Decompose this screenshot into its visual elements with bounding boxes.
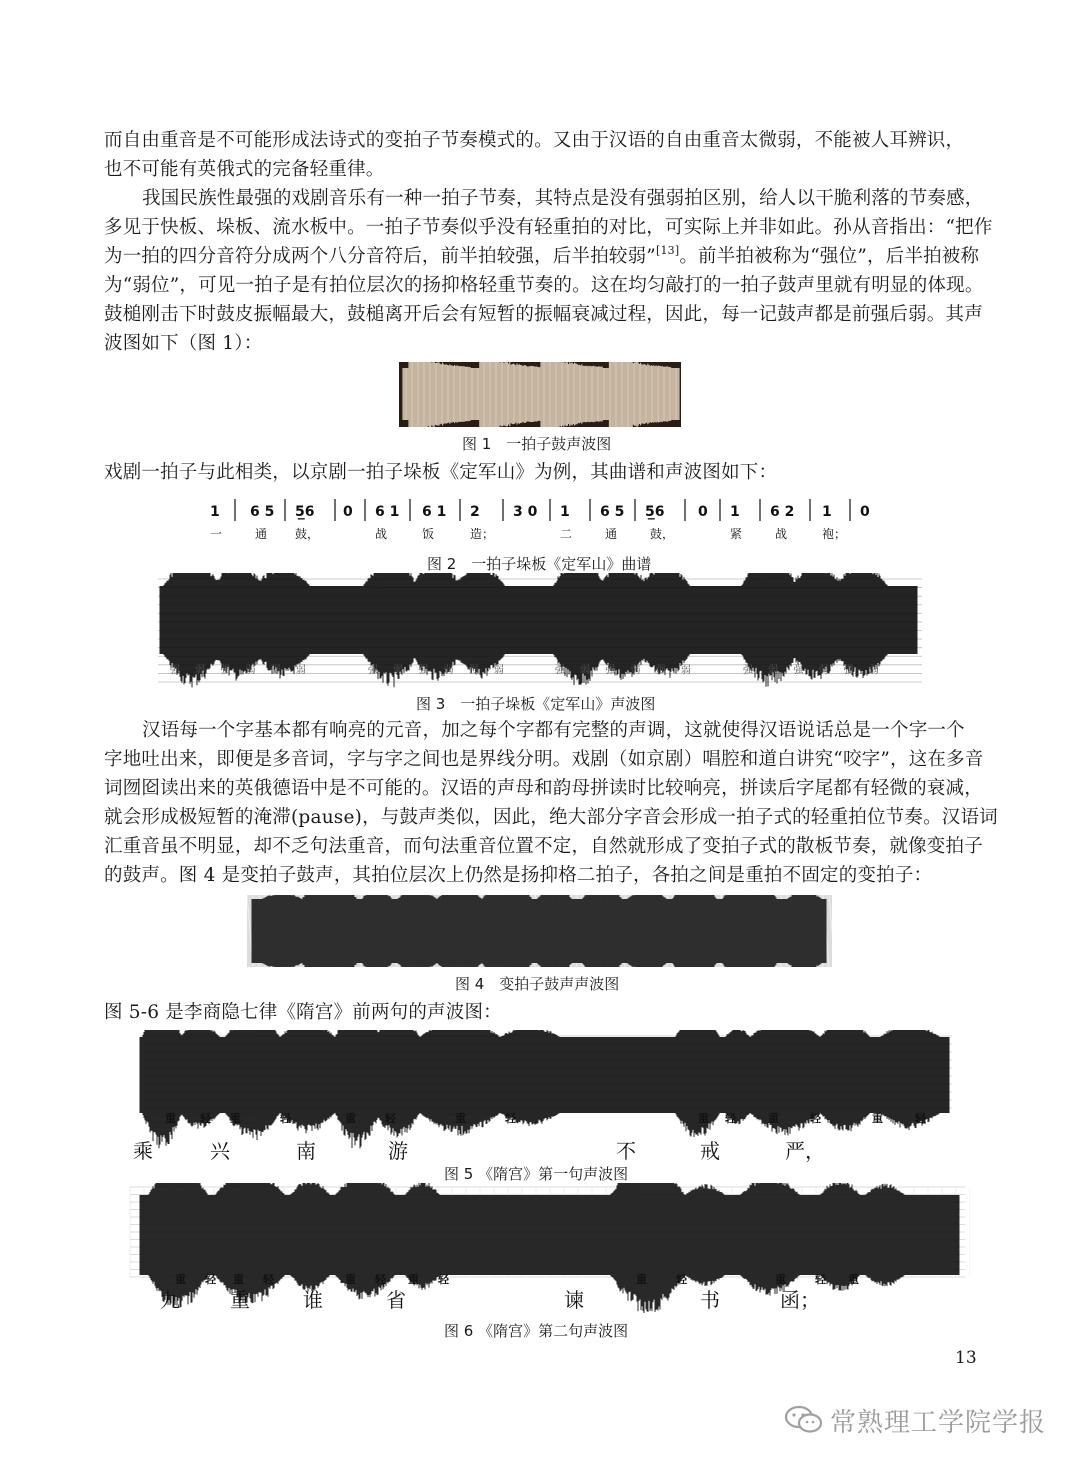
score-note: 0: [860, 504, 870, 520]
lyric-char: 严，: [785, 1139, 825, 1163]
lyric-char: 谁: [303, 1288, 323, 1312]
stress-mark: 重: [165, 1112, 176, 1125]
figure-3-waveform: [158, 573, 922, 688]
lyric-char: 兴: [210, 1139, 230, 1163]
score-note: 1: [560, 504, 570, 520]
figure-3-caption: 图 3 一拍子垛板《定军山》声波图: [416, 695, 656, 713]
score-note: 6 2: [770, 504, 795, 520]
stress-mark: 重: [345, 1112, 356, 1125]
paragraph-4: [104, 716, 998, 890]
text-segment: 为一拍的四分音符分成两个八分音符后，前半拍较强，后半拍较弱”: [104, 246, 656, 267]
stress-mark: 重: [848, 1273, 859, 1286]
text-line: 汇重音虽不明显，却不乏句法重音，而句法重音位置不定，自然就形成了变拍子式的散板节奏，就像变拍子: [104, 836, 983, 857]
score-note: 6 1: [422, 504, 447, 520]
figure-6-waveform: [120, 1183, 970, 1313]
text-line: 而自由重音是不可能形成法诗式的变拍子节奏模式的。又由于汉语的自由重音太微弱，不能被人耳辨识，: [104, 130, 965, 151]
stress-mark: 轻: [263, 1273, 274, 1286]
text-line: 就会形成极短暂的淹滞(pause)，与鼓声类似，因此，绝大部分字音会形成一拍子式的轻重拍位节奏。汉语词: [104, 807, 998, 828]
text-line: 为“弱位”，可见一拍子是有拍位层次的扬抑格轻重节奏的。这在均匀敲打的一拍子鼓声里就有明显的体现。: [104, 275, 984, 296]
stress-mark: 重: [233, 1273, 244, 1286]
waveform-trace: [252, 895, 826, 967]
stress-mark: 重: [230, 1112, 241, 1125]
score-note: 1: [730, 504, 740, 520]
figure-4-caption: 图 4 变拍子鼓声声波图: [455, 975, 620, 993]
score-lyric: 一: [210, 527, 223, 541]
beat-marks: 强 弱 强 弱 强 弱: [170, 665, 312, 676]
score-note: 6 1: [375, 504, 400, 520]
lyric-char: 重: [230, 1288, 250, 1312]
stress-mark: 重: [455, 1112, 466, 1125]
text-line: 字地吐出来，即便是多音词，字与字之间也是界线分明。戏剧（如京剧）唱腔和道白讲究“咬字”，这在多音: [104, 749, 984, 770]
score-note: 2: [470, 504, 480, 520]
figure-1-drum-waveform: [399, 362, 681, 427]
lyric-char: 不: [616, 1139, 636, 1163]
figure-1-caption: 图 1 一拍子鼓声波图: [462, 435, 612, 453]
text-line: [104, 242, 978, 271]
lyric-char: 戒: [700, 1139, 720, 1163]
stress-mark: 轻: [205, 1273, 216, 1286]
score-lyric: 通: [255, 527, 268, 541]
stress-mark: 轻: [505, 1112, 516, 1125]
text-line: 的鼓声。图 4 是变拍子鼓声，其拍位层次上仍然是扬抑格二拍子，各拍之间是重拍不固定的变拍子：: [104, 865, 933, 886]
score-note: 6 5: [250, 504, 275, 520]
figure-4-waveform: [247, 895, 832, 967]
lyric-char: 九: [160, 1288, 180, 1312]
stress-mark: 轻: [810, 1112, 821, 1125]
text-line: 图 5-6 是李商隐七律《隋宫》前两句的声波图：: [104, 1002, 502, 1023]
stress-mark: 重: [636, 1273, 647, 1286]
beat-marks: 强 弱 强 弱 强 弱: [743, 665, 885, 676]
paragraph-2: [104, 184, 993, 358]
score-lyric: 战: [775, 527, 788, 541]
lyric-char: 谏: [564, 1288, 584, 1312]
lyric-char: 游: [388, 1139, 408, 1163]
text-line: 多见于快板、垛板、流水板中。一拍子节奏似乎没有轻重拍的对比，可实际上并非如此。孙从音指出：“把作: [104, 217, 993, 238]
score-note: 5̲6: [295, 504, 315, 520]
text-line: 汉语每一个字基本都有响亮的元音，加之每个字都有完整的声调，这就使得汉语说话总是一个字一个: [142, 720, 965, 741]
text-segment: 。前半拍被称为“强位”，后半拍被称: [679, 246, 980, 267]
lyric-char: 乘: [133, 1139, 153, 1163]
figure-5-caption: 图 5 《隋宫》第一句声波图: [444, 1165, 629, 1183]
stress-mark: 重: [698, 1112, 709, 1125]
score-note: 5̲6: [645, 504, 665, 520]
paragraph-3: [104, 458, 978, 487]
score-note: 6 5: [600, 504, 625, 520]
lyric-char: 函；: [780, 1288, 820, 1312]
stress-mark: 轻: [676, 1273, 687, 1286]
score-note: 3 0: [513, 504, 538, 520]
beat-marks: 强 弱 强 弱 强 弱: [555, 665, 697, 676]
stress-mark: 重: [768, 1112, 779, 1125]
figure-2-caption: 图 2 一拍子垛板《定军山》曲谱: [427, 555, 652, 573]
beat-marks: 强 弱 强 弱 强 弱: [368, 665, 510, 676]
stress-mark: 重: [345, 1273, 356, 1286]
text-line: 也不可能有英俄式的完备轻重律。: [104, 159, 385, 180]
figure-2-score: [200, 496, 890, 546]
text-line: 我国民族性最强的戏剧音乐有一种一拍子节奏，其特点是没有强弱拍区别，给人以干脆利落的节奏感，: [142, 188, 984, 209]
score-lyric: 二: [560, 527, 573, 541]
stress-mark: 重: [408, 1273, 419, 1286]
paragraph-1: [104, 126, 978, 184]
stress-mark: 重: [175, 1273, 186, 1286]
lyric-char: 省: [386, 1288, 406, 1312]
stress-mark: 轻: [385, 1112, 396, 1125]
stress-mark: 轻: [375, 1273, 386, 1286]
stress-mark: 轻: [438, 1273, 449, 1286]
score-lyric: 鼓，: [295, 527, 320, 541]
stress-mark: 轻: [725, 1112, 736, 1125]
score-lyric: 鼓，: [650, 527, 675, 541]
citation-ref: [13]: [655, 244, 680, 257]
stress-mark: 轻: [280, 1112, 291, 1125]
score-note: 1: [822, 504, 832, 520]
lyric-char: 南: [296, 1139, 316, 1163]
stress-mark: 重: [872, 1112, 883, 1125]
figure-5-waveform: [120, 1030, 960, 1170]
score-note: 0: [698, 504, 708, 520]
score-note: 1: [210, 504, 220, 520]
score-lyric: 袍；: [822, 527, 847, 541]
stress-mark: 轻: [915, 1112, 926, 1125]
score-lyric: 战: [375, 527, 388, 541]
stress-mark: 轻: [815, 1273, 826, 1286]
text-line: 戏剧一拍子与此相类，以京剧一拍子垛板《定军山》为例，其曲谱和声波图如下：: [104, 462, 778, 483]
score-lyric: 造；: [470, 527, 495, 541]
text-line: 鼓槌刚击下时鼓皮振幅最大，鼓槌离开后会有短暂的振幅衰减过程，因此，每一记鼓声都是前强后弱。其声: [104, 304, 983, 325]
score-lyric: 紧: [730, 527, 743, 541]
wechat-icon: [782, 1404, 826, 1436]
page-number: 13: [955, 1348, 977, 1368]
watermark-text: 常熟理工学院学报: [829, 1408, 1046, 1438]
text-line: 词囫囵读出来的英俄德语中是不可能的。汉语的声母和韵母拼读时比较响亮，拼读后字尾都有轻微的衰减，: [104, 778, 983, 799]
paragraph-5: [104, 998, 978, 1027]
text-line: 波图如下（图 1）：: [104, 333, 263, 354]
stress-mark: 重: [775, 1273, 786, 1286]
stress-mark: 轻: [200, 1112, 211, 1125]
figure-6-caption: 图 6 《隋宫》第二句声波图: [444, 1322, 629, 1340]
score-lyric: 通: [605, 527, 618, 541]
lyric-char: 书: [700, 1288, 720, 1312]
score-note: 0: [343, 504, 353, 520]
score-lyric: 饭: [422, 527, 435, 541]
